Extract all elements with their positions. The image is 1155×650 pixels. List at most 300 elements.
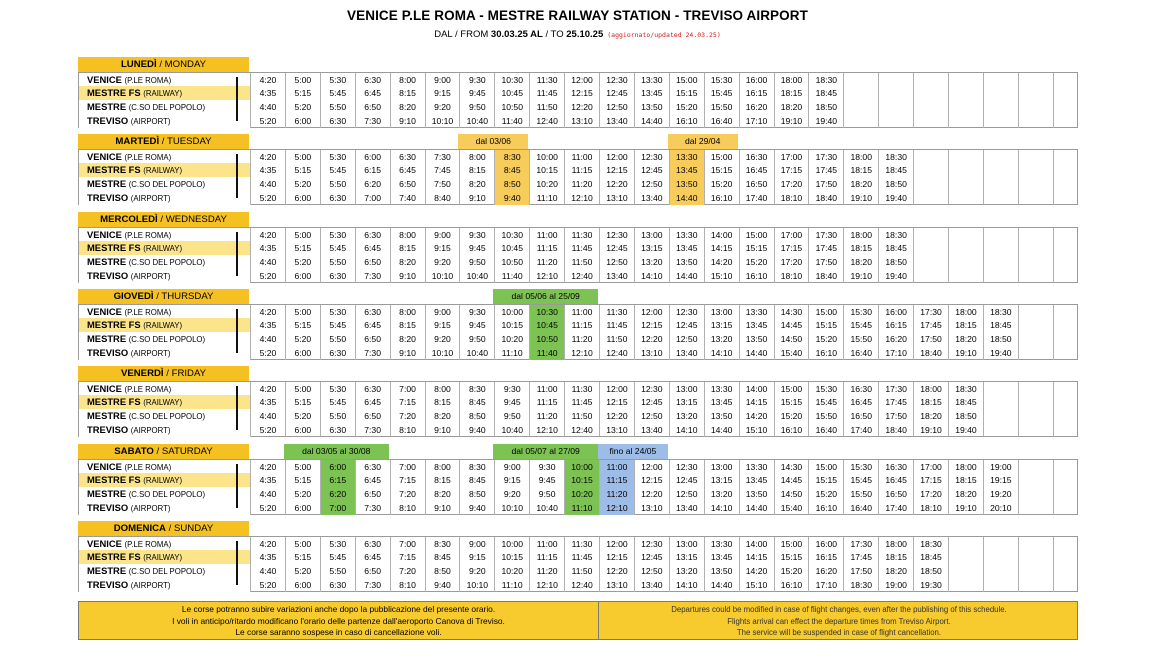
stop-sub: (RAILWAY) <box>143 166 183 175</box>
stop-name: MESTRE FS <box>87 242 141 253</box>
time-cell: 10:30 <box>494 73 529 87</box>
time-cell: 8:50 <box>494 177 529 191</box>
time-cell <box>878 100 913 114</box>
time-cell: 14:15 <box>704 241 739 255</box>
time-cell: 17:15 <box>774 241 809 255</box>
stop-label <box>79 460 250 474</box>
time-cell: 18:30 <box>843 578 878 592</box>
time-cell: 17:15 <box>913 473 948 487</box>
time-cell: 12:15 <box>599 550 634 564</box>
stop-name: VENICE <box>87 151 122 162</box>
time-cell: 13:30 <box>669 150 704 164</box>
time-cell <box>983 86 1018 100</box>
time-cell: 15:20 <box>774 564 809 578</box>
stop-row <box>79 100 1079 114</box>
time-cell: 9:45 <box>459 318 494 332</box>
stop-row <box>79 228 1079 242</box>
time-cell <box>1053 537 1088 551</box>
time-cell: 9:45 <box>459 86 494 100</box>
time-cell: 12:10 <box>529 578 564 592</box>
time-cell: 11:10 <box>529 191 564 205</box>
time-cell: 4:35 <box>250 318 285 332</box>
stop-label <box>79 487 250 501</box>
time-cell: 13:45 <box>739 318 774 332</box>
time-cell: 4:20 <box>250 460 285 474</box>
time-cell: 17:20 <box>774 177 809 191</box>
time-cell: 16:45 <box>739 163 774 177</box>
time-cell: 18:00 <box>774 73 809 87</box>
validity-note: fino al 24/05 <box>598 444 668 459</box>
time-cell: 4:40 <box>250 177 285 191</box>
time-cell: 6:45 <box>355 550 390 564</box>
stop-row <box>79 255 1079 269</box>
end-date: 25.10.25 <box>566 29 604 40</box>
stop-label <box>79 501 250 515</box>
time-cell: 8:10 <box>390 423 425 437</box>
time-cell: 12:30 <box>599 73 634 87</box>
time-cell: 18:45 <box>878 241 913 255</box>
time-cell <box>1018 228 1053 242</box>
time-cell <box>1018 501 1053 515</box>
stop-row <box>79 550 1079 564</box>
stop-name: TREVISO <box>87 192 129 203</box>
time-cell: 19:10 <box>948 501 983 515</box>
time-cell <box>843 114 878 128</box>
schedule-grid <box>78 304 1078 360</box>
time-cell: 5:00 <box>285 73 320 87</box>
time-cell: 17:00 <box>913 460 948 474</box>
time-cell <box>983 423 1018 437</box>
time-cell: 11:40 <box>494 114 529 128</box>
stop-name: MESTRE <box>87 256 127 267</box>
time-cell: 13:30 <box>669 228 704 242</box>
time-cell <box>913 191 948 205</box>
time-cell: 5:20 <box>285 487 320 501</box>
time-cell: 16:15 <box>878 318 913 332</box>
direction-arrow-icon <box>236 464 238 508</box>
time-cell: 6:30 <box>355 537 390 551</box>
time-cell: 11:15 <box>599 473 634 487</box>
time-cell: 11:15 <box>529 241 564 255</box>
time-cell: 14:10 <box>704 501 739 515</box>
time-cell <box>983 100 1018 114</box>
time-cell: 12:50 <box>669 332 704 346</box>
time-cell: 15:15 <box>808 473 843 487</box>
day-header <box>78 444 249 459</box>
time-cell: 6:45 <box>355 473 390 487</box>
time-cell: 19:10 <box>843 191 878 205</box>
stop-sub: (RAILWAY) <box>143 398 183 407</box>
time-cell: 8:50 <box>459 409 494 423</box>
time-cell: 18:00 <box>843 228 878 242</box>
time-cell: 8:45 <box>459 473 494 487</box>
time-cell: 16:10 <box>704 191 739 205</box>
time-cell: 5:00 <box>285 228 320 242</box>
time-cell: 16:10 <box>774 578 809 592</box>
time-cell: 11:00 <box>529 228 564 242</box>
time-cell: 11:10 <box>494 578 529 592</box>
time-cell: 11:40 <box>494 269 529 283</box>
footer-notice <box>78 601 1078 640</box>
time-cell: 4:35 <box>250 241 285 255</box>
time-cell: 6:30 <box>355 305 390 319</box>
stop-row <box>79 578 1079 592</box>
time-cell: 11:20 <box>599 487 634 501</box>
stop-row <box>79 395 1079 409</box>
stop-name: TREVISO <box>87 579 129 590</box>
time-cell: 11:50 <box>529 100 564 114</box>
time-cell: 13:50 <box>669 255 704 269</box>
time-cell: 18:15 <box>878 550 913 564</box>
time-cell: 17:20 <box>913 487 948 501</box>
time-cell: 14:20 <box>704 255 739 269</box>
time-cell: 18:30 <box>808 73 843 87</box>
time-cell: 4:35 <box>250 550 285 564</box>
stop-name: MESTRE <box>87 488 127 499</box>
stop-name: MESTRE <box>87 333 127 344</box>
time-cell: 8:20 <box>459 177 494 191</box>
time-cell: 5:15 <box>285 86 320 100</box>
stop-sub: (P.LE ROMA) <box>124 463 172 472</box>
time-cell: 13:45 <box>704 550 739 564</box>
time-cell: 15:50 <box>808 409 843 423</box>
time-cell: 4:20 <box>250 150 285 164</box>
time-cell: 16:50 <box>843 409 878 423</box>
day-separator: / <box>159 136 167 147</box>
time-cell: 18:15 <box>948 473 983 487</box>
time-cell <box>983 114 1018 128</box>
time-cell: 9:50 <box>459 255 494 269</box>
time-cell: 12:00 <box>634 460 669 474</box>
time-cell <box>1018 86 1053 100</box>
time-cell: 18:40 <box>808 269 843 283</box>
time-cell: 12:45 <box>599 86 634 100</box>
time-cell: 13:15 <box>634 241 669 255</box>
time-cell: 6:30 <box>355 228 390 242</box>
stop-row <box>79 487 1079 501</box>
time-cell: 15:40 <box>774 501 809 515</box>
time-cell: 6:00 <box>355 150 390 164</box>
time-cell: 19:40 <box>878 269 913 283</box>
day-name-it: SABATO <box>114 446 154 457</box>
stop-row <box>79 150 1079 164</box>
time-cell: 11:20 <box>529 564 564 578</box>
time-cell: 13:45 <box>739 473 774 487</box>
footer-it-line: I voli in anticipo/ritardo modificano l'orario delle partenze dall'aeroporto Canova di Treviso. <box>172 615 505 626</box>
time-cell: 12:50 <box>669 487 704 501</box>
time-cell: 9:40 <box>459 501 494 515</box>
time-cell: 15:50 <box>704 100 739 114</box>
time-cell: 14:15 <box>739 550 774 564</box>
time-cell: 15:15 <box>704 163 739 177</box>
time-cell: 5:45 <box>320 86 355 100</box>
stop-name: MESTRE FS <box>87 319 141 330</box>
stop-label <box>79 564 250 578</box>
time-cell: 16:45 <box>843 395 878 409</box>
time-cell: 6:45 <box>355 86 390 100</box>
time-cell <box>983 578 1018 592</box>
time-cell: 12:00 <box>599 382 634 396</box>
stop-name: MESTRE <box>87 410 127 421</box>
time-cell: 9:15 <box>425 241 460 255</box>
time-cell: 17:00 <box>774 228 809 242</box>
time-cell: 7:15 <box>390 550 425 564</box>
time-cell: 5:20 <box>250 269 285 283</box>
time-cell: 8:00 <box>390 305 425 319</box>
stop-name: VENICE <box>87 74 122 85</box>
time-cell: 8:15 <box>425 395 460 409</box>
time-cell: 12:20 <box>634 332 669 346</box>
page-title: VENICE P.LE ROMA - MESTRE RAILWAY STATION - TREVISO AIRPORT <box>347 8 808 23</box>
time-cell: 4:40 <box>250 409 285 423</box>
time-cell: 11:45 <box>599 318 634 332</box>
time-cell: 5:50 <box>320 564 355 578</box>
time-cell: 18:15 <box>843 241 878 255</box>
time-cell: 12:40 <box>529 114 564 128</box>
time-cell: 12:30 <box>669 305 704 319</box>
time-cell: 18:45 <box>948 395 983 409</box>
stop-name: MESTRE FS <box>87 87 141 98</box>
stop-row <box>79 114 1079 128</box>
time-cell: 9:10 <box>390 346 425 360</box>
time-cell: 9:15 <box>425 86 460 100</box>
time-cell: 12:20 <box>564 100 599 114</box>
time-cell <box>1053 332 1088 346</box>
time-cell: 15:00 <box>704 150 739 164</box>
time-cell: 17:50 <box>878 409 913 423</box>
stop-sub: (C.SO DEL POPOLO) <box>128 335 206 344</box>
time-cell: 6:30 <box>355 73 390 87</box>
time-cell: 13:10 <box>599 423 634 437</box>
time-cell: 18:20 <box>878 564 913 578</box>
time-cell <box>983 73 1018 87</box>
time-cell: 7:30 <box>425 150 460 164</box>
time-cell: 16:10 <box>669 114 704 128</box>
time-cell: 9:00 <box>425 73 460 87</box>
validity-note: dal 29/04 <box>668 134 738 149</box>
time-cell: 7:20 <box>390 487 425 501</box>
time-cell: 10:20 <box>494 564 529 578</box>
time-cell: 11:50 <box>564 564 599 578</box>
time-cell: 12:20 <box>599 177 634 191</box>
time-cell <box>1053 487 1088 501</box>
time-cell: 18:50 <box>948 409 983 423</box>
time-cell: 13:15 <box>704 318 739 332</box>
time-cell: 9:45 <box>459 241 494 255</box>
time-cell: 6:15 <box>355 163 390 177</box>
time-cell: 9:10 <box>459 191 494 205</box>
day-name-it: MARTEDÌ <box>115 136 160 147</box>
footer-en-line: Departures could be modified in case of flight changes, even after the publishing of this schedule. <box>671 605 1007 614</box>
time-cell: 17:30 <box>843 537 878 551</box>
stop-row <box>79 382 1079 396</box>
time-cell: 18:20 <box>913 409 948 423</box>
time-cell <box>1053 73 1088 87</box>
stop-sub: (C.SO DEL POPOLO) <box>128 258 206 267</box>
time-cell: 15:20 <box>774 409 809 423</box>
time-cell: 10:20 <box>529 177 564 191</box>
time-cell: 12:15 <box>564 86 599 100</box>
time-cell: 16:30 <box>843 382 878 396</box>
stop-name: TREVISO <box>87 502 129 513</box>
time-cell: 12:10 <box>564 191 599 205</box>
time-cell <box>983 409 1018 423</box>
time-cell: 8:20 <box>390 332 425 346</box>
time-cell: 19:40 <box>983 346 1018 360</box>
dal-label: DAL <box>434 29 453 40</box>
time-cell <box>1053 163 1088 177</box>
stop-row <box>79 305 1079 319</box>
time-cell: 11:15 <box>564 318 599 332</box>
time-cell: 13:20 <box>704 332 739 346</box>
time-cell: 6:45 <box>355 241 390 255</box>
stop-sub: (RAILWAY) <box>143 89 183 98</box>
stop-sub: (C.SO DEL POPOLO) <box>128 412 206 421</box>
time-cell: 12:20 <box>634 487 669 501</box>
time-cell: 11:50 <box>599 332 634 346</box>
time-cell: 5:00 <box>285 305 320 319</box>
time-cell: 13:30 <box>704 537 739 551</box>
stop-label <box>79 409 250 423</box>
time-cell: 18:10 <box>774 269 809 283</box>
day-header <box>78 366 249 381</box>
footer-en-line: Flights arrival can effect the departure times from Treviso Airport. <box>727 616 951 626</box>
stop-label <box>79 395 250 409</box>
time-cell: 13:40 <box>634 191 669 205</box>
time-cell: 15:15 <box>739 241 774 255</box>
time-cell <box>1053 346 1088 360</box>
time-cell: 12:50 <box>634 409 669 423</box>
stop-sub: (C.SO DEL POPOLO) <box>128 180 206 189</box>
time-cell: 4:40 <box>250 255 285 269</box>
time-cell: 13:00 <box>704 305 739 319</box>
time-cell: 15:30 <box>843 305 878 319</box>
day-name-en: MONDAY <box>164 59 207 70</box>
time-cell: 4:35 <box>250 473 285 487</box>
time-cell: 7:15 <box>390 395 425 409</box>
time-cell: 14:30 <box>774 305 809 319</box>
direction-arrow-icon <box>236 541 238 585</box>
time-cell: 5:45 <box>320 241 355 255</box>
time-cell: 12:40 <box>564 269 599 283</box>
day-name-en: FRIDAY <box>171 368 207 379</box>
time-cell: 12:10 <box>564 346 599 360</box>
stop-label <box>79 163 250 177</box>
footer-it-line: Le corse potranno subire variazioni anche dopo la pubblicazione del presente orario. <box>181 604 496 614</box>
time-cell: 13:40 <box>634 578 669 592</box>
time-cell <box>1018 564 1053 578</box>
time-cell: 16:15 <box>739 86 774 100</box>
time-cell: 12:30 <box>634 150 669 164</box>
time-cell: 16:50 <box>878 487 913 501</box>
time-cell: 14:10 <box>669 423 704 437</box>
time-cell <box>948 269 983 283</box>
time-cell: 12:20 <box>599 409 634 423</box>
time-cell: 13:40 <box>599 114 634 128</box>
time-cell: 12:15 <box>634 473 669 487</box>
stop-sub: (AIRPORT) <box>130 349 171 358</box>
time-cell: 18:20 <box>948 332 983 346</box>
time-cell <box>1018 73 1053 87</box>
day-name-it: GIOVEDÌ <box>113 291 154 302</box>
time-cell: 6:20 <box>320 487 355 501</box>
time-cell <box>983 241 1018 255</box>
time-cell: 11:30 <box>564 382 599 396</box>
time-cell <box>913 255 948 269</box>
time-cell: 15:15 <box>669 86 704 100</box>
schedule-grid <box>78 227 1078 283</box>
time-cell: 5:15 <box>285 473 320 487</box>
time-cell: 12:45 <box>599 241 634 255</box>
time-cell <box>948 241 983 255</box>
time-cell: 7:00 <box>390 537 425 551</box>
time-cell: 11:00 <box>529 537 564 551</box>
time-cell: 15:45 <box>704 86 739 100</box>
time-cell: 9:50 <box>529 487 564 501</box>
stop-sub: (C.SO DEL POPOLO) <box>128 103 206 112</box>
time-cell: 8:45 <box>494 163 529 177</box>
time-cell: 11:30 <box>599 305 634 319</box>
time-cell <box>1018 191 1053 205</box>
time-cell: 10:00 <box>564 460 599 474</box>
time-cell: 15:45 <box>843 318 878 332</box>
time-cell: 5:20 <box>250 114 285 128</box>
time-cell: 7:00 <box>355 191 390 205</box>
time-cell: 12:45 <box>634 163 669 177</box>
time-cell: 13:10 <box>564 114 599 128</box>
time-cell: 13:45 <box>634 86 669 100</box>
stop-name: MESTRE FS <box>87 474 141 485</box>
time-cell: 6:00 <box>285 114 320 128</box>
schedule-grid <box>78 459 1078 515</box>
time-cell <box>1018 346 1053 360</box>
time-cell: 16:15 <box>808 550 843 564</box>
time-cell: 18:15 <box>948 318 983 332</box>
time-cell: 5:20 <box>250 346 285 360</box>
time-cell: 8:00 <box>425 460 460 474</box>
time-cell: 5:30 <box>320 382 355 396</box>
stop-name: VENICE <box>87 306 122 317</box>
time-cell: 4:20 <box>250 228 285 242</box>
time-cell: 5:30 <box>320 305 355 319</box>
time-cell: 9:50 <box>459 332 494 346</box>
day-header <box>78 134 249 149</box>
time-cell: 13:10 <box>634 501 669 515</box>
time-cell: 13:00 <box>669 537 704 551</box>
time-cell: 5:50 <box>320 255 355 269</box>
stop-row <box>79 86 1079 100</box>
time-cell: 17:10 <box>878 346 913 360</box>
time-cell: 5:15 <box>285 163 320 177</box>
time-cell <box>1018 241 1053 255</box>
time-cell: 10:50 <box>529 332 564 346</box>
stop-sub: (RAILWAY) <box>143 321 183 330</box>
time-cell: 6:30 <box>320 346 355 360</box>
stop-label <box>79 346 250 360</box>
time-cell: 5:00 <box>285 460 320 474</box>
time-cell: 12:45 <box>634 550 669 564</box>
time-cell: 9:45 <box>494 395 529 409</box>
stop-sub: (RAILWAY) <box>143 244 183 253</box>
stop-name: TREVISO <box>87 115 129 126</box>
time-cell: 5:20 <box>285 255 320 269</box>
time-cell <box>913 100 948 114</box>
time-cell: 11:00 <box>564 305 599 319</box>
time-cell <box>983 550 1018 564</box>
time-cell: 11:45 <box>529 86 564 100</box>
time-cell: 9:20 <box>425 255 460 269</box>
time-cell: 6:00 <box>285 346 320 360</box>
